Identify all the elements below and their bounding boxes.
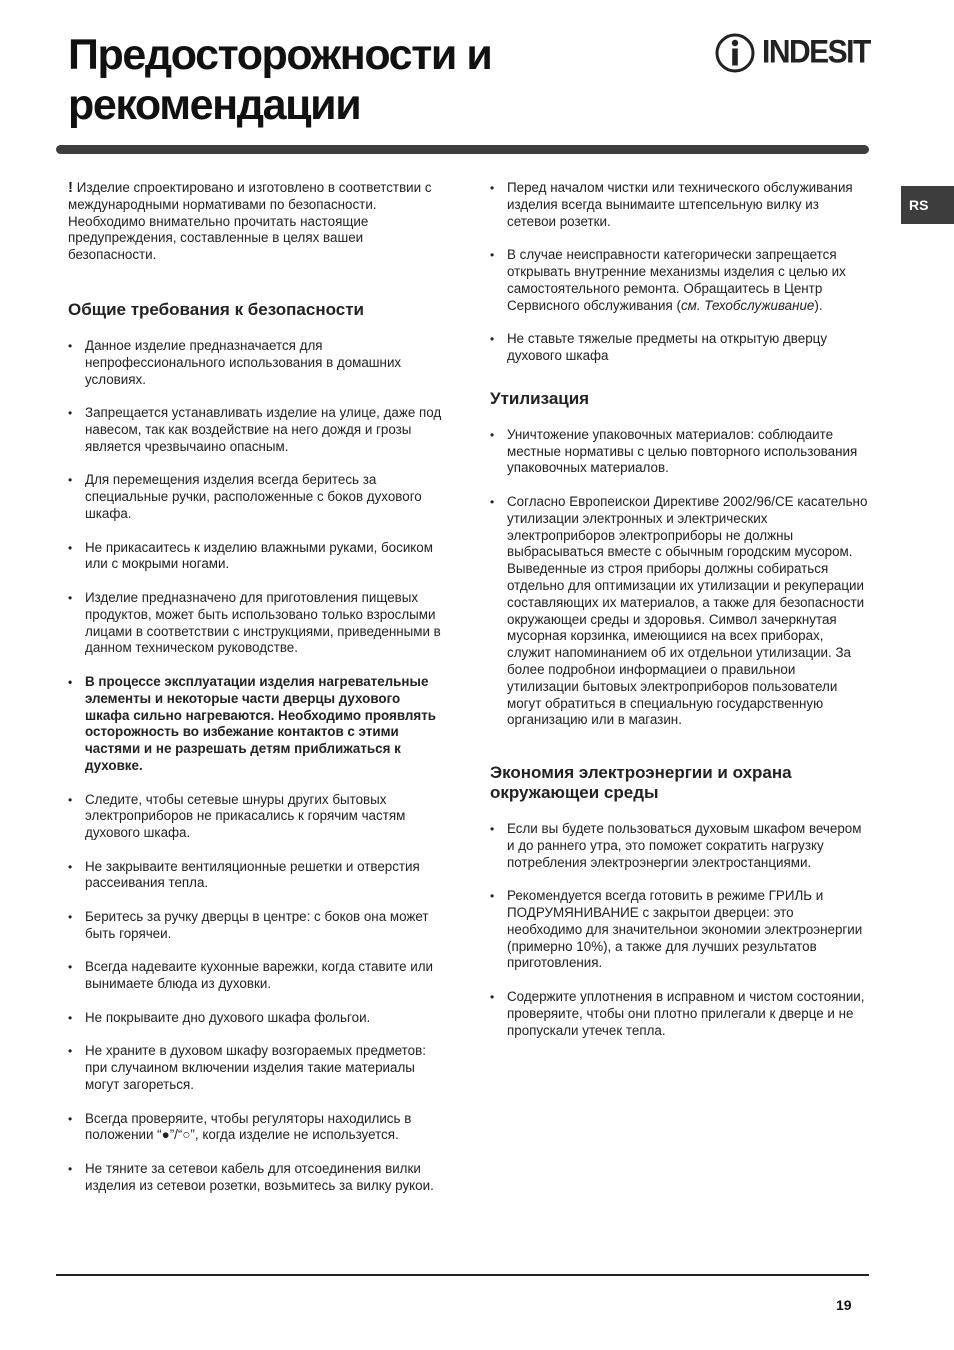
list-item: • Согласно Европеискои Директиве 2002/96/CE касательно утилизации электронных и электрических электроприборов электроприборы не должны выбрасываться вместе с обычным городским мусором. Выведенные из строя приборы должны собираться отдельно для оптимизации их утилизации и рекуперации составляющих их материалов, а также для безопасности окружающеи среды и здоровья. Символ зачеркнутая мусорная корзинка, имеющиися на всех приборах, служит напоминанием об их отдельнои утилизации. За более подробнои информациеи о правильнои утилизации бытовых электроприборов пользователи могут обратиться в специальную государственную организацию или в магазин. [490, 493, 868, 728]
safety-list [68, 338, 446, 1195]
list-item: • Запрещается устанавливать изделие на улице, даже под навесом, так как воздействие на него дождя и грозы является чрезвычаино опасным. [68, 405, 442, 454]
bullet-icon: • [68, 473, 73, 488]
bullet-icon: • [68, 1044, 73, 1059]
list-item: • Не храните в духовом шкафу возгораемых предметов: при случаином включении изделия такие материалы могут загореться. [68, 1043, 426, 1093]
header-divider [56, 145, 869, 154]
safety-list-continued [490, 180, 868, 365]
bullet-icon: • [68, 406, 73, 421]
right-column [490, 180, 868, 1056]
bullet-icon: • [490, 181, 495, 195]
bullet-icon: • [68, 540, 73, 555]
list-item: • Уничтожение упаковочных материалов: соблюдаите местные нормативы с целью повторного использования упаковочных материалов. [490, 426, 858, 476]
warning-mark: ! [68, 179, 73, 196]
list-item: • Содержите уплотнения в исправном и чистом состоянии, проверяите, чтобы они плотно прилегали к дверце и не пропускали утечек тепла. [490, 989, 865, 1038]
energy-list [490, 821, 868, 1039]
bullet-icon: • [490, 990, 495, 1005]
bullet-icon: • [68, 792, 73, 807]
bullet-icon: • [68, 960, 73, 975]
title-line-2: рекомендации [68, 81, 361, 129]
list-item: • Всегда проверяите, чтобы регуляторы находились в положении “●”/“○”, когда изделие не используется. [68, 1110, 412, 1143]
list-item: • Всегда надеваите кухонные варежки, когда ставите или вынимаете блюда из духовки. [68, 959, 434, 992]
list-item: • Рекомендуется всегда готовить в режиме ГРИЛЬ и ПОДРУМЯНИВАНИЕ с закрытои дверцеи: это необходимо для значительнои экономии электроэнергии (примерно 10%), а также для лучших результатов приготовления. [490, 888, 863, 971]
list-item: • В случае неисправности категорически запрещается открывать внутренние механизмы изделия с целью их самостоятельного ремонта. Обращаитесь в Центр Сервисного обслуживания (см. Техобслуживание). [490, 247, 846, 313]
bullet-icon: • [68, 1162, 73, 1177]
intro-text: Изделие спроектировано и изготовлено в соответствии с международными нормативами по безопасности. Необходимо внимательно прочитать настоящие предупреждения, составленные в целях вашеи безопасности. [68, 180, 432, 263]
list-item: • Перед началом чистки или технического обслуживания изделия всегда вынимаите штепсельную вилку из сетевои розетки. [490, 180, 853, 229]
footer-divider [56, 1274, 869, 1276]
bullet-icon: • [68, 590, 73, 605]
list-item: • Не закрываите вентиляционные решетки и отверстия рассеивания тепла. [68, 858, 420, 891]
page-number: 19 [836, 1297, 852, 1313]
bullet-icon: • [68, 1111, 73, 1126]
language-tab: RS [901, 186, 954, 224]
brand-name: INDESIT [762, 34, 870, 71]
left-column [68, 180, 446, 1211]
safety-heading: Общие требования к безопасности [68, 299, 364, 319]
list-item: • Не ставьте тяжелые предметы на открытую дверцу духового шкафа [490, 331, 828, 363]
service-reference: см. Техобслуживание [680, 297, 815, 313]
bullet-icon: • [490, 248, 495, 263]
list-item: • Следите, чтобы сетевые шнуры других бытовых электроприборов не прикасались к горячим частям духового шкафа. [68, 791, 406, 841]
list-item: • Если вы будете пользоваться духовым шкафом вечером и до раннего утра, это поможет сократить нагрузку потребления электроэнергии электростанциями. [490, 821, 862, 870]
list-item: • Беритесь за ручку дверцы в центре: с боков она может быть горячеи. [68, 909, 429, 941]
list-item: • Изделие предназначено для приготовления пищевых продуктов, может быть использовано только взрослыми лицами в соответствии с инструкциями, приведенными в данном техническом руководстве. [68, 589, 441, 656]
disposal-heading: Утилизация [490, 388, 590, 408]
bullet-icon: • [490, 889, 495, 904]
list-item: • Для перемещения изделия всегда беритесь за специальные ручки, расположенные с боков духового шкафа. [68, 472, 422, 521]
bullet-icon: • [490, 822, 495, 837]
bullet-icon: • [68, 1010, 73, 1025]
list-item: • Не покрываите дно духового шкафа фольгои. [68, 1009, 371, 1025]
bullet-icon: • [68, 674, 73, 689]
page-title [68, 30, 668, 130]
bullet-icon: • [68, 859, 73, 874]
energy-heading-line-1: Экономия электроэнергии и охрана [490, 763, 792, 783]
bullet-icon: • [490, 332, 495, 347]
intro-paragraph [68, 180, 446, 264]
energy-heading [490, 763, 868, 803]
disposal-list [490, 427, 868, 729]
list-item: • Данное изделие предназначается для непрофессионального использования в домашних условиях. [68, 337, 402, 387]
brand-logo [714, 28, 874, 78]
list-item-warning: • В процессе эксплуатации изделия нагревательные элементы и некоторые части дверцы духового шкафа сильно нагреваются. Необходимо проявлять осторожность во избежание контактов с этими частями и не разрешать детям приближаться к духовке. [68, 673, 436, 773]
list-item: • Не тяните за сетевои кабель для отсоединения вилки изделия из сетевои розетки, возьмитесь за вилку рукои. [68, 1161, 434, 1193]
bullet-icon: • [490, 427, 495, 442]
energy-heading-line-2: окружающеи среды [490, 783, 659, 803]
title-line-1: Предосторожности и [68, 31, 492, 79]
indesit-i-icon [714, 32, 756, 74]
list-item: • Не прикасаитесь к изделию влажными руками, босиком или с мокрыми ногами. [68, 539, 433, 572]
bullet-icon: • [68, 338, 73, 353]
bullet-icon: • [68, 910, 73, 925]
bullet-icon: • [490, 494, 495, 509]
